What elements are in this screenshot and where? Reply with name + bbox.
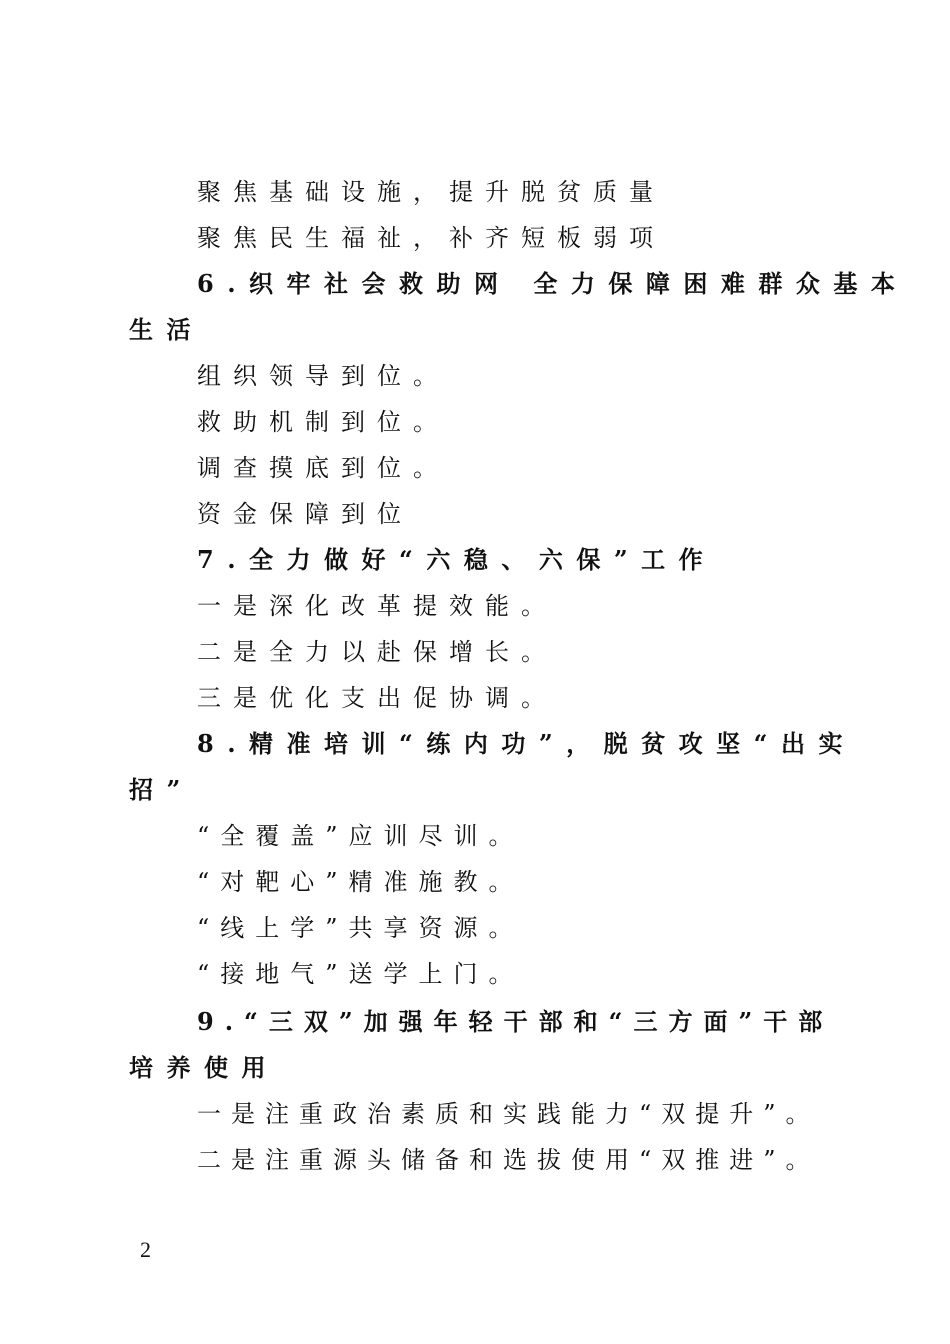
list-item: 三是优化支出促协调。 — [197, 684, 557, 712]
list-item: 二是全力以赴保增长。 — [197, 638, 557, 666]
list-item: 一是深化改革提效能。 — [197, 592, 557, 620]
heading-8-continued: 招” — [129, 775, 194, 804]
list-item: 调查摸底到位。 — [197, 454, 449, 482]
list-item: 一是注重政治素质和实践能力“双提升”。 — [197, 1100, 820, 1128]
heading-8: 8.精准培训“练内功”，脱贫攻坚“出实 — [197, 729, 856, 758]
list-item: “线上学”共享资源。 — [197, 914, 524, 942]
list-item: 救助机制到位。 — [197, 408, 449, 436]
heading-7: 7.全力做好“六稳、六保”工作 — [197, 545, 717, 574]
heading-6: 6.织牢社会救助网 全力保障困难群众基本 — [197, 269, 909, 298]
list-item: “对靶心”精准施教。 — [197, 868, 524, 896]
list-item: “接地气”送学上门。 — [197, 960, 524, 988]
page-number: 2 — [140, 1237, 151, 1262]
list-item: “全覆盖”应训尽训。 — [197, 822, 524, 850]
list-item: 二是注重源头储备和选拔使用“双推进”。 — [197, 1146, 820, 1174]
heading-9-continued: 培养使用 — [129, 1053, 279, 1082]
list-item: 组织领导到位。 — [197, 362, 449, 390]
heading-9: 9.“三双”加强年轻干部和“三方面”干部 — [197, 1007, 834, 1036]
body-line-livelihood: 聚焦民生福祉，补齐短板弱项 — [197, 224, 665, 252]
heading-6-continued: 生活 — [129, 315, 204, 344]
list-item: 资金保障到位 — [197, 500, 413, 528]
body-line-infrastructure: 聚焦基础设施，提升脱贫质量 — [197, 178, 665, 206]
